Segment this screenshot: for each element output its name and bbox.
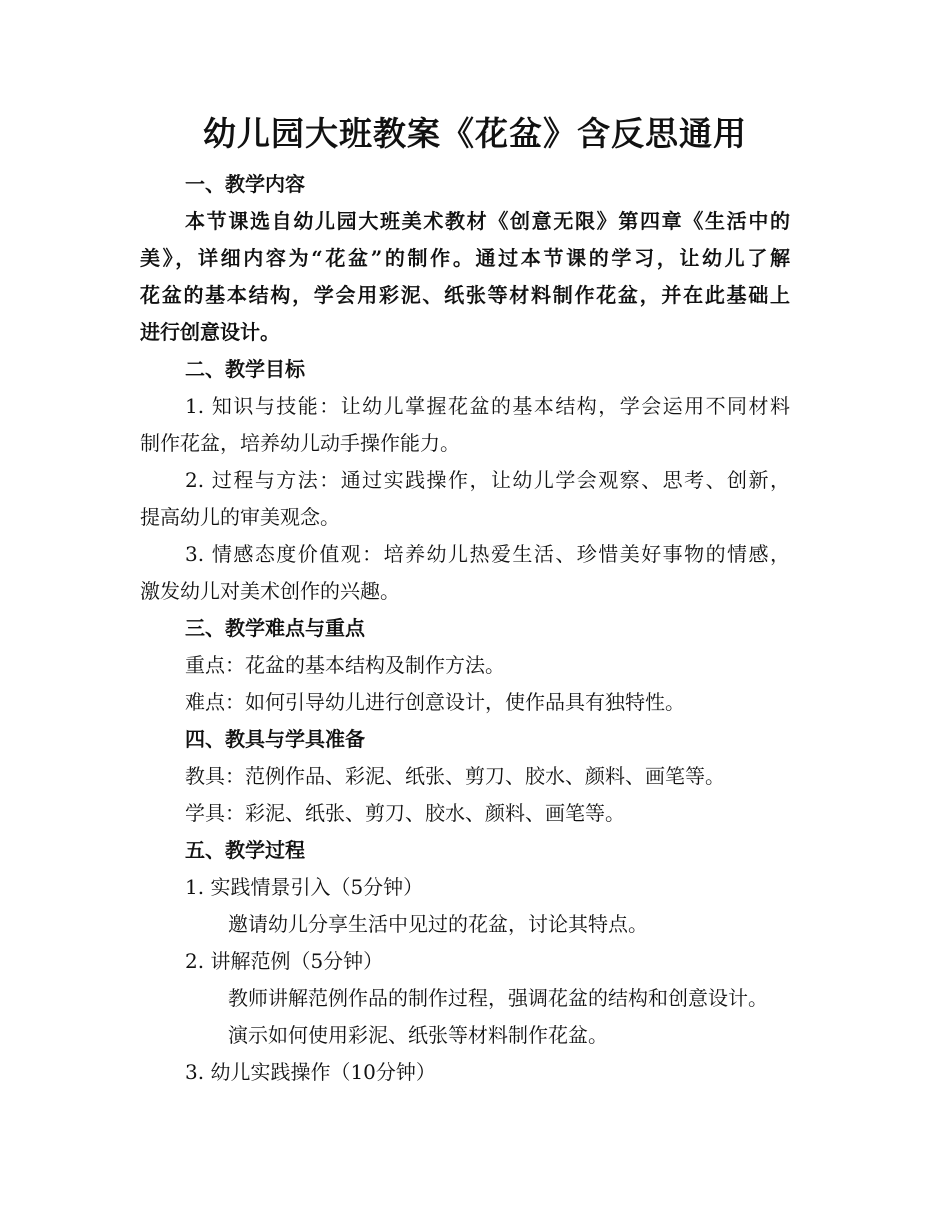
process-step-label: 1. 实践情景引入（5分钟）: [185, 875, 424, 899]
goal-item-line: 1. 知识与技能：让幼儿掌握花盆的基本结构，学会运用不同材料: [185, 394, 790, 418]
keypoint-line: 重点：花盆的基本结构及制作方法。: [185, 653, 505, 677]
materials-line: 教具：范例作品、彩泥、纸张、剪刀、胶水、颜料、画笔等。: [185, 764, 725, 788]
section-heading-process: 五、教学过程: [185, 838, 305, 862]
content-paragraph-line: 花盆的基本结构，学会用彩泥、纸张等材料制作花盆，并在此基础上: [140, 283, 790, 307]
goal-item-line: 2. 过程与方法：通过实践操作，让幼儿学会观察、思考、创新，: [185, 468, 790, 492]
section-heading-materials: 四、教具与学具准备: [185, 727, 365, 751]
content-paragraph-line: 本节课选自幼儿园大班美术教材《创意无限》第四章《生活中的: [185, 209, 790, 233]
process-step-detail: 演示如何使用彩泥、纸张等材料制作花盆。: [228, 1023, 608, 1047]
keypoint-line: 难点：如何引导幼儿进行创意设计，使作品具有独特性。: [185, 690, 685, 714]
goal-item-line: 3. 情感态度价值观：培养幼儿热爱生活、珍惜美好事物的情感，: [185, 542, 790, 566]
section-heading-keypoints: 三、教学难点与重点: [185, 616, 365, 640]
process-step-detail: 邀请幼儿分享生活中见过的花盆，讨论其特点。: [228, 912, 648, 936]
goal-item-line: 制作花盆，培养幼儿动手操作能力。: [140, 431, 460, 455]
process-step-detail: 教师讲解范例作品的制作过程，强调花盆的结构和创意设计。: [228, 986, 768, 1010]
goal-item-line: 提高幼儿的审美观念。: [140, 505, 340, 529]
document-title: 幼儿园大班教案《花盆》含反思通用: [203, 114, 747, 153]
materials-line: 学具：彩泥、纸张、剪刀、胶水、颜料、画笔等。: [185, 801, 625, 825]
goal-item-line: 激发幼儿对美术创作的兴趣。: [140, 579, 400, 603]
process-step-label: 3. 幼儿实践操作（10分钟）: [185, 1060, 436, 1084]
section-heading-content: 一、教学内容: [185, 172, 305, 196]
process-step-label: 2. 讲解范例（5分钟）: [185, 949, 384, 973]
content-paragraph-line: 美》，详细内容为“花盆”的制作。通过本节课的学习，让幼儿了解: [140, 246, 790, 270]
section-heading-goals: 二、教学目标: [185, 357, 305, 381]
content-paragraph-line: 进行创意设计。: [140, 320, 280, 344]
